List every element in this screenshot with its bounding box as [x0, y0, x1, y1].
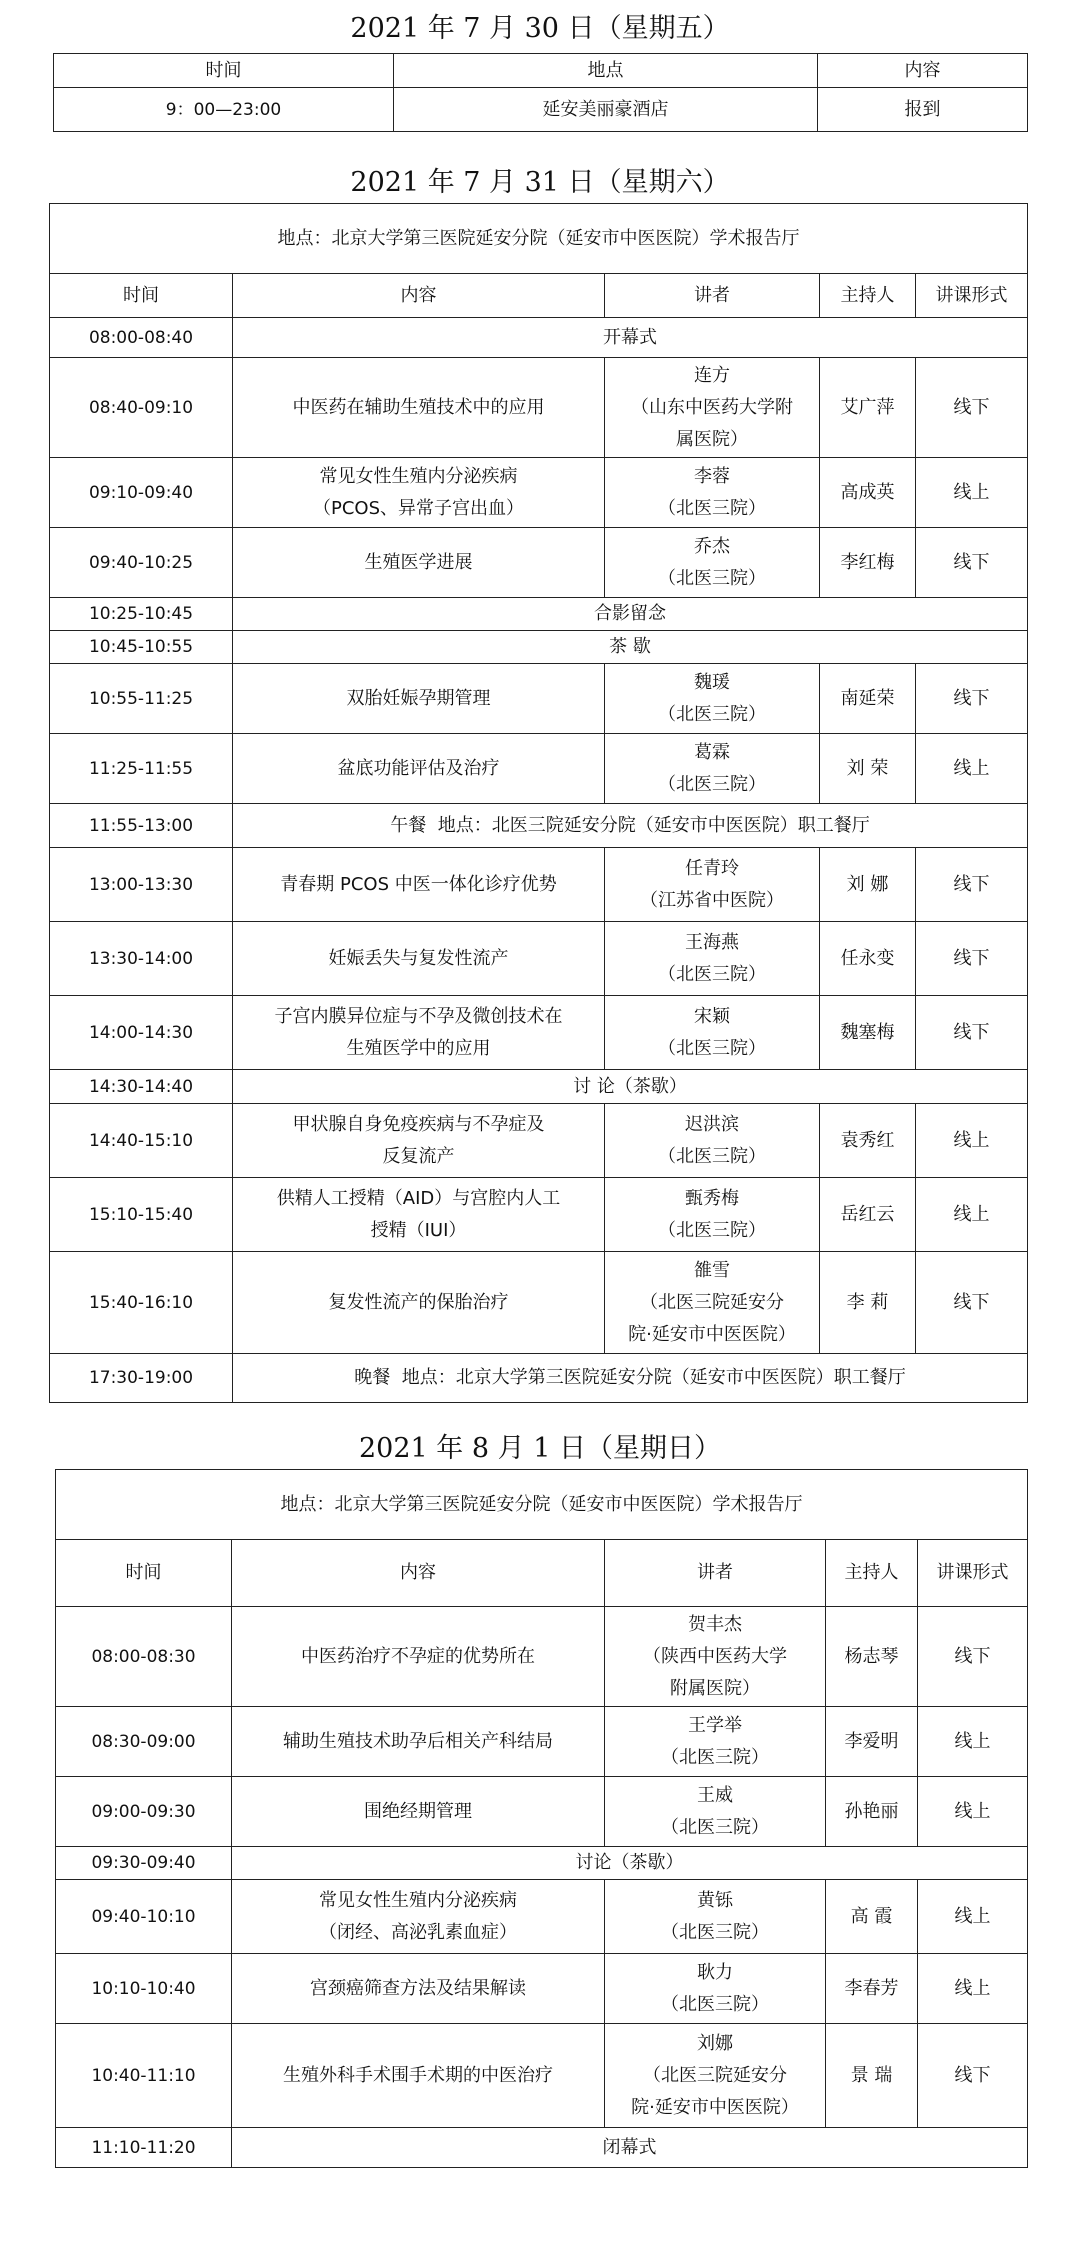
session-host: 艾广萍	[820, 358, 916, 458]
session-host: 李 莉	[820, 1252, 916, 1354]
schedule-row	[50, 631, 1028, 664]
session-speaker: 刘娜 （北医三院延安分 院·延安市中医医院）	[605, 2024, 826, 2128]
schedule-row	[50, 318, 1028, 358]
session-topic: 青春期 PCOS 中医一体化诊疗优势	[233, 848, 605, 922]
session-topic: 生殖外科手术围手术期的中医治疗	[232, 2024, 605, 2128]
session-host: 刘 娜	[820, 848, 916, 922]
session-time: 11:25-11:55	[50, 734, 233, 804]
session-topic: 围绝经期管理	[232, 1777, 605, 1847]
session-mode: 线上	[918, 1777, 1028, 1847]
session-topic: 子宫内膜异位症与不孕及微创技术在 生殖医学中的应用	[233, 996, 605, 1070]
schedule-row	[56, 2024, 1028, 2128]
schedule-row	[50, 922, 1028, 996]
session-time: 08:30-09:00	[56, 1707, 232, 1777]
schedule-row	[50, 1354, 1028, 1403]
session-host: 高成英	[820, 458, 916, 528]
session-host: 李红梅	[820, 528, 916, 598]
session-speaker: 乔杰 （北医三院）	[605, 528, 820, 598]
session-host: 岳红云	[820, 1178, 916, 1252]
session-speaker: 耿力 （北医三院）	[605, 1954, 826, 2024]
session-speaker: 黄铄 （北医三院）	[605, 1880, 826, 1954]
session-event: 茶 歇	[233, 631, 1028, 664]
session-mode: 线下	[916, 528, 1028, 598]
session-host: 高 霞	[826, 1880, 918, 1954]
schedule-row	[56, 1880, 1028, 1954]
schedule-row	[50, 1104, 1028, 1178]
header-time: 时间	[54, 54, 394, 88]
header-mode: 讲课形式	[916, 274, 1028, 318]
session-time: 13:30-14:00	[50, 922, 233, 996]
session-mode: 线上	[918, 1707, 1028, 1777]
session-time: 09:00-09:30	[56, 1777, 232, 1847]
session-mode: 线下	[916, 922, 1028, 996]
session-topic: 辅助生殖技术助孕后相关产科结局	[232, 1707, 605, 1777]
schedule-row	[50, 358, 1028, 458]
session-mode: 线下	[918, 2024, 1028, 2128]
venue-row: 地点：北京大学第三医院延安分院（延安市中医医院）学术报告厅	[56, 1470, 1028, 1540]
schedule-row	[56, 1777, 1028, 1847]
session-mode: 线上	[916, 1104, 1028, 1178]
session-event: 合影留念	[233, 598, 1028, 631]
session-time: 09:30-09:40	[56, 1847, 232, 1880]
session-topic: 妊娠丢失与复发性流产	[233, 922, 605, 996]
header-speaker: 讲者	[605, 1540, 826, 1607]
schedule-row	[50, 598, 1028, 631]
session-time: 15:10-15:40	[50, 1178, 233, 1252]
session-time: 10:55-11:25	[50, 664, 233, 734]
session-event: 讨论（茶歇）	[232, 1847, 1028, 1880]
session-host: 景 瑞	[826, 2024, 918, 2128]
venue-row: 地点：北京大学第三医院延安分院（延安市中医医院）学术报告厅	[50, 204, 1028, 274]
schedule-row	[50, 458, 1028, 528]
session-mode: 线上	[916, 1178, 1028, 1252]
session-time: 09:40-10:25	[50, 528, 233, 598]
session-topic: 供精人工授精（AID）与宫腔内人工 授精（IUI）	[233, 1178, 605, 1252]
day3-title: 2021 年 8 月 1 日（星期日）	[359, 1433, 721, 1464]
header-content: 内容	[818, 54, 1028, 88]
session-event: 闭幕式	[232, 2128, 1028, 2168]
session-time: 15:40-16:10	[50, 1252, 233, 1354]
schedule-row	[56, 1954, 1028, 2024]
session-topic: 中医药在辅助生殖技术中的应用	[233, 358, 605, 458]
session-time: 10:40-11:10	[56, 2024, 232, 2128]
session-topic: 宫颈癌筛查方法及结果解读	[232, 1954, 605, 2024]
day2-table	[49, 203, 1028, 1403]
header-speaker: 讲者	[605, 274, 820, 318]
schedule-row	[50, 1252, 1028, 1354]
session-time: 14:30-14:40	[50, 1070, 233, 1104]
session-time: 10:10-10:40	[56, 1954, 232, 2024]
schedule-row	[50, 528, 1028, 598]
session-time: 10:45-10:55	[50, 631, 233, 664]
schedule-row	[56, 2128, 1028, 2168]
day2-title: 2021 年 7 月 31 日（星期六）	[350, 167, 730, 198]
session-mode: 线上	[918, 1954, 1028, 2024]
session-time: 14:40-15:10	[50, 1104, 233, 1178]
session-topic: 双胎妊娠孕期管理	[233, 664, 605, 734]
session-mode: 线下	[916, 664, 1028, 734]
schedule-row	[50, 804, 1028, 848]
session-speaker: 王威 （北医三院）	[605, 1777, 826, 1847]
session-time: 14:00-14:30	[50, 996, 233, 1070]
session-time: 13:00-13:30	[50, 848, 233, 922]
session-time: 09:10-09:40	[50, 458, 233, 528]
session-mode: 线下	[916, 358, 1028, 458]
header-mode: 讲课形式	[918, 1540, 1028, 1607]
session-host: 李爱明	[826, 1707, 918, 1777]
session-speaker: 宋颖 （北医三院）	[605, 996, 820, 1070]
session-mode: 线上	[916, 458, 1028, 528]
session-speaker: 迟洪滨 （北医三院）	[605, 1104, 820, 1178]
schedule-row	[50, 734, 1028, 804]
header-time: 时间	[50, 274, 233, 318]
schedule-row	[56, 1707, 1028, 1777]
header-host: 主持人	[820, 274, 916, 318]
session-mode: 线上	[916, 734, 1028, 804]
schedule-row	[50, 664, 1028, 734]
session-mode: 线上	[918, 1880, 1028, 1954]
session-host: 刘 荣	[820, 734, 916, 804]
schedule-row	[56, 1607, 1028, 1707]
session-time: 09:40-10:10	[56, 1880, 232, 1954]
session-host: 南延荣	[820, 664, 916, 734]
session-time: 17:30-19:00	[50, 1354, 233, 1403]
session-time: 10:25-10:45	[50, 598, 233, 631]
session-speaker: 甄秀梅 （北医三院）	[605, 1178, 820, 1252]
header-time: 时间	[56, 1540, 232, 1607]
session-event: 午餐 地点：北医三院延安分院（延安市中医医院）职工餐厅	[233, 804, 1028, 848]
header-topic: 内容	[232, 1540, 605, 1607]
session-speaker: 李蓉 （北医三院）	[605, 458, 820, 528]
session-topic: 复发性流产的保胎治疗	[233, 1252, 605, 1354]
session-host: 李春芳	[826, 1954, 918, 2024]
session-time: 08:00-08:30	[56, 1607, 232, 1707]
session-topic: 常见女性生殖内分泌疾病 （PCOS、异常子宫出血）	[233, 458, 605, 528]
session-host: 魏塞梅	[820, 996, 916, 1070]
schedule-row	[50, 1070, 1028, 1104]
schedule-row	[50, 996, 1028, 1070]
session-host: 孙艳丽	[826, 1777, 918, 1847]
header-host: 主持人	[826, 1540, 918, 1607]
row-content: 报到	[818, 88, 1028, 132]
session-host: 袁秀红	[820, 1104, 916, 1178]
session-speaker: 王海燕 （北医三院）	[605, 922, 820, 996]
session-event: 讨 论（茶歇）	[233, 1070, 1028, 1104]
session-speaker: 任青玲 （江苏省中医院）	[605, 848, 820, 922]
session-topic: 常见女性生殖内分泌疾病 （闭经、高泌乳素血症）	[232, 1880, 605, 1954]
session-time: 11:55-13:00	[50, 804, 233, 848]
session-time: 11:10-11:20	[56, 2128, 232, 2168]
session-topic: 中医药治疗不孕症的优势所在	[232, 1607, 605, 1707]
session-event: 晚餐 地点：北京大学第三医院延安分院（延安市中医医院）职工餐厅	[233, 1354, 1028, 1403]
row-place: 延安美丽豪酒店	[394, 88, 818, 132]
session-host: 杨志琴	[826, 1607, 918, 1707]
session-host: 任永变	[820, 922, 916, 996]
session-event: 开幕式	[233, 318, 1028, 358]
session-time: 08:00-08:40	[50, 318, 233, 358]
session-speaker: 连方 （山东中医药大学附 属医院）	[605, 358, 820, 458]
session-speaker: 王学举 （北医三院）	[605, 1707, 826, 1777]
session-mode: 线下	[918, 1607, 1028, 1707]
session-speaker: 雒雪 （北医三院延安分 院·延安市中医医院）	[605, 1252, 820, 1354]
session-speaker: 葛霖 （北医三院）	[605, 734, 820, 804]
session-mode: 线下	[916, 848, 1028, 922]
session-topic: 甲状腺自身免疫疾病与不孕症及 反复流产	[233, 1104, 605, 1178]
session-speaker: 贺丰杰 （陕西中医药大学 附属医院）	[605, 1607, 826, 1707]
schedule-row	[50, 1178, 1028, 1252]
schedule-row	[56, 1847, 1028, 1880]
row-time: 9：00—23:00	[54, 88, 394, 132]
day1-title: 2021 年 7 月 30 日（星期五）	[350, 13, 730, 44]
session-time: 08:40-09:10	[50, 358, 233, 458]
session-mode: 线下	[916, 996, 1028, 1070]
session-mode: 线下	[916, 1252, 1028, 1354]
session-topic: 生殖医学进展	[233, 528, 605, 598]
header-place: 地点	[394, 54, 818, 88]
header-topic: 内容	[233, 274, 605, 318]
session-topic: 盆底功能评估及治疗	[233, 734, 605, 804]
day1-table	[53, 53, 1028, 132]
session-speaker: 魏瑗 （北医三院）	[605, 664, 820, 734]
day3-table	[55, 1469, 1028, 2168]
schedule-row	[50, 848, 1028, 922]
